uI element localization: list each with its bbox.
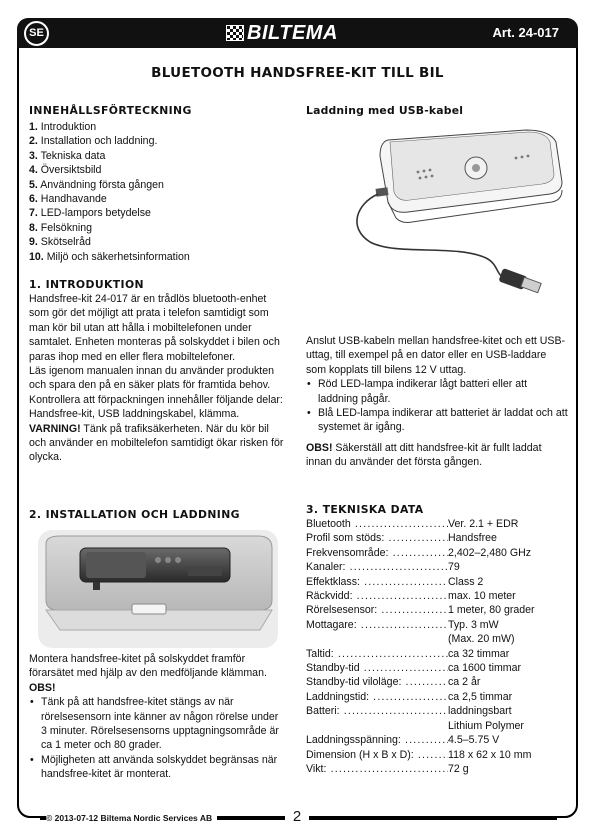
- spec-value: Class 2: [448, 575, 484, 588]
- toc-label: Miljö och säkerhetsinformation: [46, 250, 190, 263]
- spec-value: Typ. 3 mW: [448, 618, 499, 631]
- toc-list: [29, 120, 285, 264]
- toc-item: [29, 192, 285, 206]
- toc-number: 2.: [29, 135, 38, 148]
- spec-value: ca 2 år: [448, 676, 481, 689]
- table-row: [306, 762, 568, 776]
- list-item: • Tänk på att handsfree-kitet stängs av när rörelsesensorn inte känner av någon rörelse under 3 minuter. Rörelsesensorns upptagningsområde är ca 1 meter och 80 grader.: [29, 695, 285, 753]
- spec-label: Mottagare: .....: [306, 618, 448, 632]
- toc-number: 9.: [29, 236, 38, 249]
- toc-number: 7.: [29, 207, 38, 220]
- table-row: [306, 531, 568, 545]
- list-item: • Möjligheten att använda solskyddet begränsas när handsfree-kitet är monterat.: [29, 753, 285, 782]
- specs-table: [306, 517, 568, 776]
- toc-label: Skötselråd: [40, 236, 91, 249]
- toc-section: [29, 104, 285, 264]
- table-row: [306, 675, 568, 689]
- toc-number: 5.: [29, 178, 38, 191]
- usb-obs: [306, 441, 568, 470]
- spec-value: ca 2,5 timmar: [448, 690, 513, 703]
- toc-number: 8.: [29, 221, 38, 234]
- toc-item: [29, 221, 285, 235]
- toc-item: [29, 120, 285, 134]
- page-number: 2: [285, 808, 309, 826]
- toc-item: [29, 250, 285, 264]
- spec-label: Vikt: .....: [306, 762, 448, 776]
- toc-label: Introduktion: [40, 121, 97, 133]
- install-section: [29, 508, 285, 522]
- spec-value-continuation: Lithium Polymer: [448, 719, 524, 732]
- install-paragraph: Montera handsfree-kitet på solskyddet framför förarsätet med hjälp av den medföljande klämman.: [29, 653, 267, 680]
- spec-value: 72 g: [448, 762, 469, 775]
- specs-section: [306, 503, 568, 776]
- brand-logo: [226, 22, 338, 44]
- spec-value: max. 10 meter: [448, 590, 516, 603]
- table-row: [306, 603, 568, 617]
- spec-value: Handsfree: [448, 532, 497, 545]
- table-row: [306, 690, 568, 704]
- spec-value: 118 x 62 x 10 mm: [448, 748, 532, 761]
- spec-value: laddningsbart: [448, 705, 512, 718]
- install-heading: 2. INSTALLATION OCH LADDNING: [29, 508, 240, 521]
- spec-label: Rörelsesensor: .....: [306, 603, 448, 617]
- usb-obs-text: Säkerställ att ditt handsfree-kit är fullt laddat innan du använder det första gången.: [306, 441, 542, 469]
- install-obs-label: OBS!: [29, 681, 56, 694]
- toc-label: Felsökning: [40, 221, 93, 234]
- toc-label: Installation och laddning.: [40, 135, 158, 148]
- install-bullets: [29, 695, 285, 781]
- spec-label: Laddningstid: .....: [306, 690, 448, 704]
- table-row: [306, 704, 568, 718]
- spec-value: 79: [448, 561, 460, 574]
- toc-label: Översiktsbild: [40, 164, 102, 177]
- intro-section: [29, 278, 285, 465]
- install-body: [29, 652, 285, 782]
- usb-bullets: [306, 377, 568, 435]
- list-item: • Blå LED-lampa indikerar att batteriet är laddat och att systemet är igång.: [306, 406, 568, 435]
- spec-label: Räckvidd: .....: [306, 589, 448, 603]
- spec-value: ca 32 timmar: [448, 647, 510, 660]
- usb-paragraph: Anslut USB-kabeln mellan handsfree-kitet och ett USB-uttag, till exempel på en dator eller en USB-laddare som kopplats till bilens 12 V uttag.: [306, 335, 566, 376]
- table-row: [306, 546, 568, 560]
- toc-heading: INNEHÅLLSFÖRTECKNING: [29, 104, 192, 117]
- spec-label: Effektklass: .....: [306, 575, 448, 589]
- usb-heading: Laddning med USB-kabel: [306, 104, 464, 117]
- toc-item: [29, 178, 285, 192]
- spec-value: ca 1600 timmar: [448, 662, 522, 675]
- table-row: [306, 517, 568, 531]
- toc-label: LED-lampors betydelse: [40, 207, 151, 220]
- spec-label: Batteri: .....: [306, 704, 448, 718]
- spec-label: Frekvensområde: .....: [306, 546, 448, 560]
- footer-copyright: © 2013-07-12 Biltema Nordic Services AB: [46, 812, 217, 824]
- spec-label: Bluetooth .....: [306, 517, 448, 531]
- toc-label: Tekniska data: [40, 149, 106, 162]
- table-row: [306, 560, 568, 574]
- warning-text: Tänk på trafiksäkerheten. När du kör bil och använder en mobiltelefon samtidigt ökar risken för olycka.: [29, 422, 284, 464]
- usb-obs-label: OBS!: [306, 441, 333, 454]
- brand-name: BILTEMA: [247, 21, 338, 44]
- document-title: BLUETOOTH HANDSFREE-KIT TILL BIL: [151, 65, 444, 81]
- spec-value: 2,402–2,480 GHz: [448, 546, 532, 559]
- spec-label: Laddningsspänning: .....: [306, 733, 448, 747]
- footer-rule-right: [309, 818, 557, 820]
- spec-value-continuation: (Max. 20 mW): [448, 633, 515, 646]
- table-row: [306, 661, 568, 675]
- table-row: [306, 589, 568, 603]
- table-row: [306, 575, 568, 589]
- table-row: [306, 748, 568, 762]
- spec-label: Taltid: .....: [306, 647, 448, 661]
- spec-value: Ver. 2.1 + EDR: [448, 518, 519, 530]
- specs-heading: 3. TEKNISKA DATA: [306, 503, 424, 516]
- intro-heading: 1. INTRODUKTION: [29, 278, 144, 291]
- toc-label: Handhavande: [40, 193, 107, 206]
- spec-label: Standby-tid .....: [306, 661, 448, 675]
- spec-value: 1 meter, 80 grader: [448, 604, 535, 617]
- table-row: [306, 733, 568, 747]
- usb-cable-illustration: [336, 128, 568, 300]
- intro-paragraph-2: Läs igenom manualen innan du använder produkten och spara den på en säker plats för framtida behov. Kontrollera att förpackningen innehåller följande delar: Handsfree-kit, USB laddningskabel, klämma.: [29, 365, 283, 421]
- spec-value: 4.5–5.75 V: [448, 734, 500, 747]
- toc-item: [29, 235, 285, 249]
- toc-number: 1.: [29, 121, 38, 133]
- spec-label: Profil som stöds: .....: [306, 531, 448, 545]
- list-item: • Röd LED-lampa indikerar lågt batteri eller att laddning pågår.: [306, 377, 568, 406]
- spec-label: Dimension (H x B x D): .....: [306, 748, 448, 762]
- toc-number: 3.: [29, 149, 38, 162]
- spec-label: Standby-tid viloläge: .....: [306, 675, 448, 689]
- toc-number: 4.: [29, 164, 38, 177]
- table-row: [306, 647, 568, 661]
- intro-paragraph-1: Handsfree-kit 24-017 är en trådlös bluetooth-enhet som gör det möjligt att prata i telefon samtidigt som man kör bil utan att hålla i mobiltelefonen under samtalet. Enheten monteras på solskyddet i bilen och paras ihop med en eller flera mobiltelefoner.: [29, 293, 280, 363]
- usb-body: [306, 334, 568, 470]
- toc-item: [29, 206, 285, 220]
- usb-section: [306, 104, 568, 118]
- toc-label: Användning första gången: [40, 178, 164, 191]
- spec-label: Kanaler: .....: [306, 560, 448, 574]
- warning-label: VARNING!: [29, 422, 81, 435]
- toc-number: 10.: [29, 250, 44, 263]
- language-badge: SE: [24, 21, 49, 46]
- article-number: Art. 24-017: [492, 25, 559, 40]
- toc-item: [29, 149, 285, 163]
- intro-warning: [29, 422, 285, 465]
- table-row: [306, 618, 568, 632]
- sun-visor-illustration: [38, 530, 278, 648]
- toc-item: [29, 134, 285, 148]
- toc-number: 6.: [29, 193, 38, 206]
- toc-item: [29, 163, 285, 177]
- checkered-flag-icon: [226, 25, 244, 41]
